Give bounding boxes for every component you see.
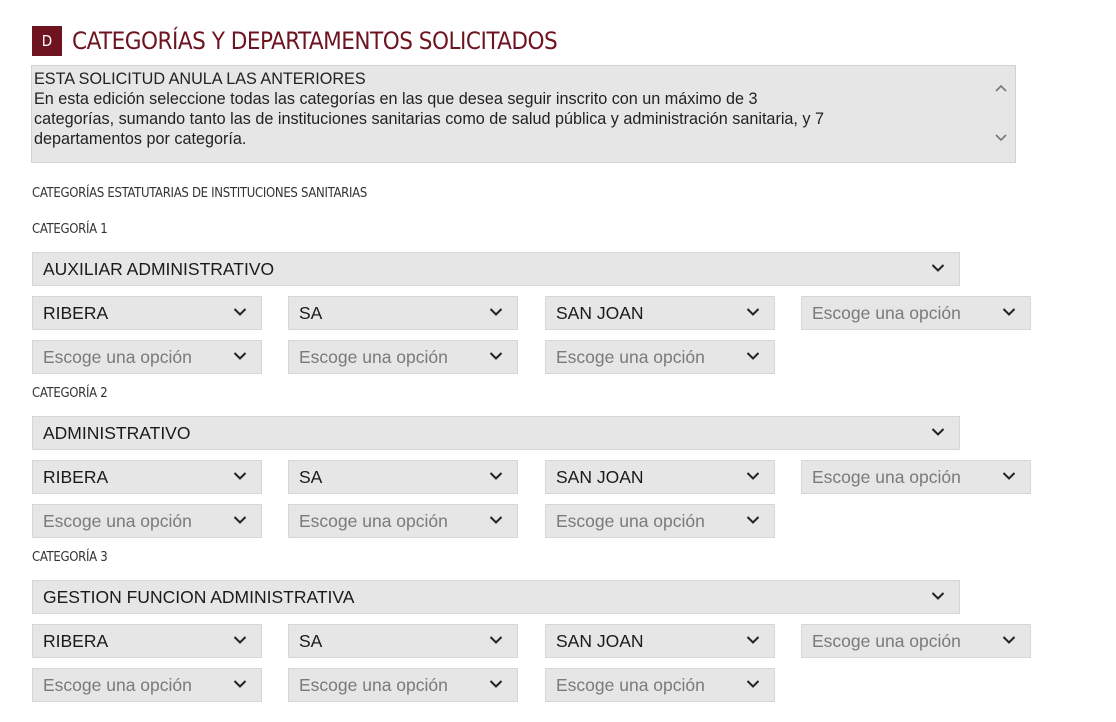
department-select[interactable] [801, 624, 1031, 658]
department-select-value: SA [299, 302, 323, 323]
notice-textbox[interactable] [31, 65, 1016, 163]
department-select-value: Escoge una opción [43, 510, 192, 531]
chevron-down-icon [489, 515, 503, 525]
chevron-down-icon [1002, 471, 1016, 481]
category-select-value: ADMINISTRATIVO [43, 422, 191, 443]
scroll-up-icon[interactable] [993, 80, 1009, 96]
category-select-value: GESTION FUNCION ADMINISTRATIVA [43, 586, 355, 607]
department-select[interactable] [545, 296, 775, 330]
chevron-down-icon [233, 679, 247, 689]
department-select[interactable] [545, 504, 775, 538]
notice-line: departamentos por categoría. [34, 130, 247, 148]
chevron-down-icon [746, 515, 760, 525]
department-select-value: Escoge una opción [556, 346, 705, 367]
department-select-value: SAN JOAN [556, 630, 644, 651]
department-select-value: RIBERA [43, 302, 109, 323]
department-select[interactable] [288, 504, 518, 538]
section-header [32, 26, 557, 56]
department-select[interactable] [288, 624, 518, 658]
chevron-down-icon [489, 307, 503, 317]
department-select-value: Escoge una opción [556, 674, 705, 695]
department-select-value: SAN JOAN [556, 466, 644, 487]
department-select[interactable] [288, 460, 518, 494]
section-title: CATEGORÍAS Y DEPARTAMENTOS SOLICITADOS [72, 27, 558, 55]
department-select[interactable] [32, 624, 262, 658]
chevron-down-icon [1002, 307, 1016, 317]
department-select-value: SAN JOAN [556, 302, 644, 323]
section-letter-badge: D [32, 26, 62, 56]
department-select[interactable] [545, 668, 775, 702]
department-select[interactable] [545, 624, 775, 658]
chevron-down-icon [746, 307, 760, 317]
chevron-down-icon [233, 635, 247, 645]
department-select[interactable] [545, 340, 775, 374]
chevron-down-icon [1002, 635, 1016, 645]
department-select-value: Escoge una opción [299, 674, 448, 695]
category-select[interactable] [32, 416, 960, 450]
chevron-down-icon [489, 635, 503, 645]
chevron-down-icon [931, 591, 945, 601]
department-select[interactable] [801, 296, 1031, 330]
notice-heading: ESTA SOLICITUD ANULA LAS ANTERIORES [34, 70, 366, 88]
category-label: CATEGORÍA 1 [32, 222, 108, 237]
chevron-down-icon [233, 515, 247, 525]
department-select-value: Escoge una opción [299, 510, 448, 531]
chevron-down-icon [489, 471, 503, 481]
chevron-down-icon [233, 471, 247, 481]
chevron-down-icon [233, 307, 247, 317]
department-select-value: Escoge una opción [299, 346, 448, 367]
department-select[interactable] [288, 296, 518, 330]
chevron-down-icon [746, 471, 760, 481]
chevron-down-icon [931, 263, 945, 273]
department-select-value: Escoge una opción [812, 466, 961, 487]
department-select-value: Escoge una opción [812, 302, 961, 323]
department-select[interactable] [32, 460, 262, 494]
scroll-down-icon[interactable] [993, 130, 1009, 146]
department-select[interactable] [801, 460, 1031, 494]
department-select-value: RIBERA [43, 630, 109, 651]
category-select[interactable] [32, 580, 960, 614]
notice-line: En esta edición seleccione todas las categorías en las que desea seguir inscrito con un máximo de 3 [34, 90, 758, 108]
department-select[interactable] [288, 340, 518, 374]
department-select-value: Escoge una opción [812, 630, 961, 651]
chevron-down-icon [746, 351, 760, 361]
department-select[interactable] [32, 668, 262, 702]
department-select[interactable] [32, 296, 262, 330]
category-select-value: AUXILIAR ADMINISTRATIVO [43, 258, 275, 279]
category-label: CATEGORÍA 2 [32, 386, 108, 401]
department-select-value: SA [299, 466, 323, 487]
notice-body [34, 89, 973, 149]
notice-line: categorías, sumando tanto las de instituciones sanitarias como de salud pública y administración sanitaria, y 7 [34, 110, 825, 128]
department-select-value: Escoge una opción [43, 346, 192, 367]
chevron-down-icon [489, 351, 503, 361]
category-label: CATEGORÍA 3 [32, 550, 108, 565]
department-select-value: Escoge una opción [556, 510, 705, 531]
chevron-down-icon [931, 427, 945, 437]
chevron-down-icon [746, 635, 760, 645]
department-select[interactable] [32, 340, 262, 374]
chevron-down-icon [489, 679, 503, 689]
department-select[interactable] [32, 504, 262, 538]
department-select[interactable] [545, 460, 775, 494]
department-select[interactable] [288, 668, 518, 702]
chevron-down-icon [746, 679, 760, 689]
category-select[interactable] [32, 252, 960, 286]
department-select-value: Escoge una opción [43, 674, 192, 695]
subsection-label: CATEGORÍAS ESTATUTARIAS DE INSTITUCIONES SANITARIAS [32, 186, 367, 201]
department-select-value: SA [299, 630, 323, 651]
department-select-value: RIBERA [43, 466, 109, 487]
chevron-down-icon [233, 351, 247, 361]
